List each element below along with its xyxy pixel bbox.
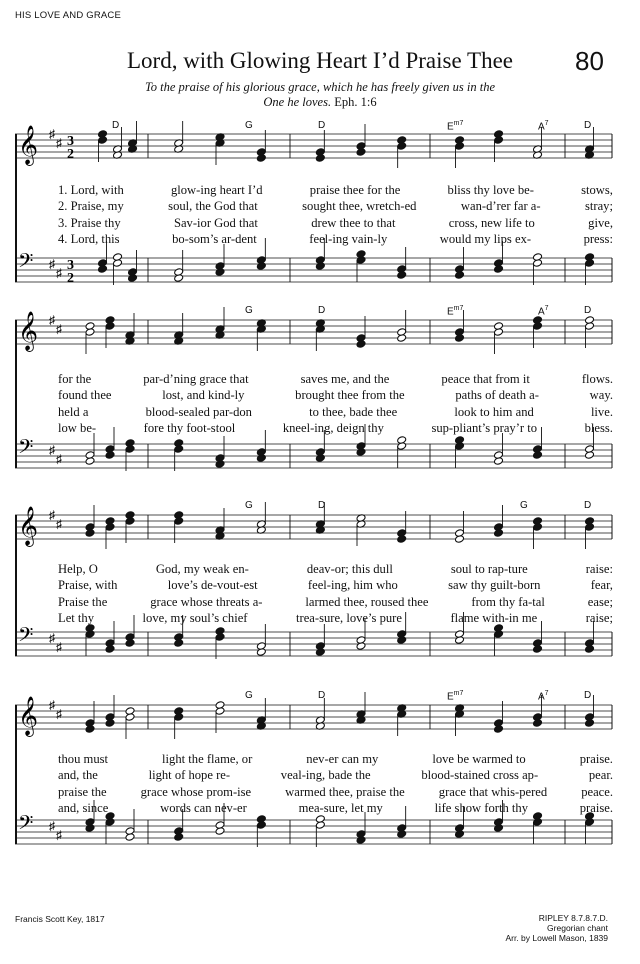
lyric-segment: low be- <box>58 420 97 435</box>
sharp-icon: ♯ <box>49 819 55 833</box>
lyric-segment: for the <box>58 372 92 386</box>
lyric-segment: pear. <box>588 768 613 783</box>
sharp-icon: ♯ <box>56 136 62 150</box>
lyric-segment: love be warmed to <box>432 752 526 766</box>
sharp-icon: ♯ <box>49 127 55 141</box>
note-head <box>397 436 407 468</box>
note-head <box>315 319 325 351</box>
bass-clef-icon: 𝄢 <box>18 623 34 651</box>
lyric-segment: 4. Lord, this <box>58 231 120 246</box>
chord-symbol: G <box>245 500 253 511</box>
lyric-segment: sought thee, wretch-ed <box>302 199 417 214</box>
verse-line <box>58 232 613 247</box>
lyric-segment: par-d’ning grace that <box>143 372 249 386</box>
verse-line <box>58 216 613 231</box>
tune-name: RIPLEY 8.7.8.7.D. <box>538 913 608 923</box>
lyric-segment: flame with-in me <box>450 610 538 625</box>
lyric-segment: way. <box>589 388 613 403</box>
note-head <box>494 624 504 656</box>
lyric-segment: raise: <box>585 562 613 576</box>
note-head <box>215 508 225 540</box>
lyric-segment: give, <box>588 215 613 230</box>
bass-clef-icon: 𝄢 <box>18 249 34 277</box>
system-brace <box>15 705 17 844</box>
lyric-segment: grace that whis-pered <box>438 784 548 799</box>
lyric-segment: praise. <box>579 800 613 815</box>
verse-line <box>58 372 613 387</box>
lyric-segment: fore thy foot-stool <box>143 420 236 435</box>
sharp-icon: ♯ <box>49 313 55 327</box>
sharp-icon: ♯ <box>56 828 62 842</box>
lyric-segment: cross, new life to <box>448 215 535 230</box>
chord-symbol: G <box>245 690 253 701</box>
note-head <box>315 815 325 847</box>
lyric-segment: larmed thee, roused thee <box>305 594 429 609</box>
verse-line <box>58 611 613 626</box>
lyric-segment: found thee <box>58 388 112 403</box>
lyric-segment: praise. <box>579 752 613 766</box>
lyric-segment: and, since <box>58 800 109 815</box>
note-head <box>455 436 465 468</box>
note-head <box>128 121 138 153</box>
note-head <box>315 698 325 730</box>
lyric-segment: nev-er can my <box>306 752 379 766</box>
note-head <box>215 133 225 165</box>
sharp-icon: ♯ <box>56 517 62 531</box>
section-heading: HIS LOVE AND GRACE <box>15 10 122 21</box>
chord-symbol: D <box>584 500 592 511</box>
note-head <box>215 244 225 276</box>
verse-line <box>58 199 613 214</box>
time-signature-top: 3 <box>67 258 74 273</box>
treble-clef-icon: 𝄞 <box>18 506 39 546</box>
bass-clef-icon: 𝄢 <box>18 811 34 839</box>
sharp-icon: ♯ <box>49 508 55 522</box>
chord-symbol: $A^7$ <box>538 120 549 133</box>
lyric-segment: thou must <box>58 752 109 766</box>
note-head <box>174 250 184 282</box>
lyric-segment: stows, <box>581 183 613 197</box>
lyric-segment: grace whose threats a- <box>150 594 263 609</box>
note-head <box>455 704 465 736</box>
lyric-segment: words can nev-er <box>160 800 247 815</box>
lyric-segment: 2. Praise, my <box>58 199 124 214</box>
sharp-icon: ♯ <box>56 640 62 654</box>
lyric-segment: would my lips ex- <box>439 231 532 246</box>
note-head <box>256 624 266 656</box>
note-head <box>215 627 225 659</box>
hymn-title: Lord, with Glowing Heart I’d Praise Thee <box>126 48 513 73</box>
lyric-segment: held a <box>58 404 89 419</box>
note-head <box>85 624 95 656</box>
author-credit: Francis Scott Key, 1817 <box>15 914 105 924</box>
chord-symbol: D <box>112 120 120 131</box>
lyric-segment: lost, and kind-ly <box>162 388 245 403</box>
lyric-segment: raise; <box>585 610 613 625</box>
chord-symbol: D <box>318 500 326 511</box>
lyric-segment: deav-or; this dull <box>306 562 393 576</box>
lyric-segment: flows. <box>581 372 613 386</box>
lyric-segment: stray; <box>585 199 613 214</box>
note-head <box>215 307 225 339</box>
lyric-segment: Praise, with <box>58 578 118 593</box>
bass-staff <box>0 250 640 290</box>
treble-staff <box>0 697 640 737</box>
note-head <box>174 313 184 345</box>
note-head <box>455 247 465 279</box>
lyric-segment: soul, the God that <box>168 199 258 214</box>
lyric-segment: saves me, and the <box>300 372 390 386</box>
chord-symbol: D <box>318 120 326 131</box>
sharp-icon: ♯ <box>49 698 55 712</box>
lyric-segment: ease; <box>587 594 613 609</box>
verse-line <box>58 801 613 816</box>
note-head <box>85 433 95 465</box>
tune-credits <box>505 913 608 943</box>
sharp-icon: ♯ <box>49 443 55 457</box>
sharp-icon: ♯ <box>49 257 55 271</box>
note-head <box>256 698 266 730</box>
note-head <box>256 319 266 351</box>
verse-line <box>58 752 613 767</box>
note-head <box>356 692 366 724</box>
lyric-segment: glow-ing heart I’d <box>170 183 263 197</box>
lyric-segment: trea-sure, love’s pure <box>296 610 402 625</box>
sharp-icon: ♯ <box>49 631 55 645</box>
note-head <box>585 127 595 159</box>
lyric-segment: kneel-ing, deign thy <box>282 420 384 435</box>
note-head <box>174 121 184 153</box>
chord-symbol: D <box>318 305 326 316</box>
lyric-segment: love, my soul’s chief <box>142 610 248 625</box>
chord-symbol: D <box>318 690 326 701</box>
lyric-segment: sup-pliant’s pray’r to <box>431 420 538 435</box>
lyric-segment: praise thee for the <box>309 183 401 197</box>
note-head <box>128 250 138 282</box>
lyric-segment: life show forth thy <box>434 800 528 815</box>
lyric-segment: praise the <box>58 784 107 799</box>
lyric-segment: Let thy <box>58 610 95 625</box>
treble-clef-icon: 𝄞 <box>18 696 39 736</box>
note-head <box>397 247 407 279</box>
epigraph-line-2: One he loves. Eph. 1:6 <box>263 95 377 109</box>
lyric-segment: press: <box>583 231 613 246</box>
lyric-segment: love’s de-vout-est <box>167 578 258 593</box>
lyric-segment: fear, <box>590 578 613 593</box>
lyric-segment: drew thee to that <box>311 215 396 230</box>
note-head <box>256 502 266 534</box>
lyric-segment: veal-ing, bade the <box>280 768 371 783</box>
sharp-icon: ♯ <box>56 266 62 280</box>
time-signature-bottom: 2 <box>67 271 74 286</box>
note-head <box>105 812 115 844</box>
bass-staff <box>0 624 640 664</box>
verse-line <box>58 405 613 420</box>
epigraph-line-1: To the praise of his glorious grace, which he has freely given us in the <box>144 80 496 94</box>
lyric-segment: Praise the <box>58 594 108 609</box>
verse-line <box>58 785 613 800</box>
chord-symbol: $A^7$ <box>538 690 549 703</box>
lyric-segment: soul to rap-ture <box>450 562 528 576</box>
sharp-icon: ♯ <box>56 322 62 336</box>
epigraph <box>0 80 640 110</box>
system-brace <box>15 320 17 468</box>
verse-line <box>58 388 613 403</box>
chord-symbol: $E^{m7}$ <box>447 690 464 703</box>
verse-line <box>58 768 613 783</box>
chord-symbol: D <box>584 120 592 131</box>
lyric-segment: light of hope re- <box>148 768 231 783</box>
note-head <box>215 436 225 468</box>
tune-source: Gregorian chant <box>547 923 608 933</box>
lyric-segment: blood-sealed par-don <box>145 404 252 419</box>
hymn-number: 80 <box>575 46 604 76</box>
treble-staff <box>0 312 640 352</box>
verse-line <box>58 595 613 610</box>
lyric-segment: from thy fa-tal <box>471 594 545 609</box>
lyric-segment: light the flame, or <box>162 752 253 766</box>
system-brace <box>15 515 17 656</box>
note-head <box>256 815 266 847</box>
system-brace <box>15 134 17 282</box>
lyric-segment: and, the <box>58 768 98 783</box>
lyric-segment: warmed thee, praise the <box>285 784 405 799</box>
lyric-segment: feel-ing, him who <box>307 578 398 593</box>
note-head <box>315 624 325 656</box>
sharp-icon: ♯ <box>56 707 62 721</box>
chord-symbol: G <box>520 500 528 511</box>
chord-symbol: D <box>584 305 592 316</box>
note-head <box>356 514 366 546</box>
note-head <box>125 313 135 345</box>
lyric-segment: God, my weak en- <box>155 562 249 576</box>
lyric-segment: look to him and <box>454 404 534 419</box>
treble-clef-icon: 𝄞 <box>18 125 39 165</box>
note-head <box>113 253 123 285</box>
lyric-segment: 1. Lord, with <box>58 183 124 197</box>
note-head <box>356 812 366 844</box>
lyric-segment: Help, O <box>58 562 98 576</box>
chord-symbol: $A^7$ <box>538 305 549 318</box>
lyric-segment: mea-sure, let my <box>298 800 383 815</box>
treble-staff <box>0 507 640 547</box>
lyric-segment: 3. Praise thy <box>58 215 121 230</box>
lyric-segment: peace that from it <box>441 372 530 386</box>
note-head <box>356 250 366 282</box>
lyric-segment: to thee, bade thee <box>309 404 398 419</box>
lyric-segment: saw thy guilt-born <box>448 578 541 593</box>
note-head <box>113 127 123 159</box>
chord-symbol: $E^{m7}$ <box>447 305 464 318</box>
lyric-segment: brought thee from the <box>295 388 405 403</box>
verse-line <box>58 183 613 198</box>
lyric-segment: blood-stained cross ap- <box>421 768 539 783</box>
lyric-segment: grace whose prom-ise <box>140 784 252 799</box>
chord-symbol: $E^{m7}$ <box>447 120 464 133</box>
lyric-segment: feel-ing vain-ly <box>309 231 388 246</box>
bass-staff <box>0 436 640 476</box>
scripture-reference: Eph. 1:6 <box>334 95 377 109</box>
lyric-segment: bliss thy love be- <box>447 183 534 197</box>
time-signature-top: 3 <box>67 134 74 149</box>
note-head <box>174 439 184 471</box>
note-head <box>494 433 504 465</box>
verse-line <box>58 421 613 436</box>
lyric-segment: peace. <box>581 784 613 799</box>
time-signature-bottom: 2 <box>67 147 74 162</box>
note-head <box>397 704 407 736</box>
lyric-segment: paths of death a- <box>455 388 539 403</box>
sharp-icon: ♯ <box>56 452 62 466</box>
bass-clef-icon: 𝄢 <box>18 435 34 463</box>
note-head <box>125 439 135 471</box>
chord-symbol: D <box>584 690 592 701</box>
arranger-credit: Arr. by Lowell Mason, 1839 <box>505 933 608 943</box>
note-head <box>585 253 595 285</box>
lyric-segment: live. <box>590 404 613 419</box>
chord-symbol: G <box>245 120 253 131</box>
note-head <box>533 812 543 844</box>
verse-line <box>58 578 613 593</box>
lyric-segment: Sav-ior God that <box>173 215 258 230</box>
note-head <box>585 812 595 844</box>
lyric-segment: bless. <box>584 420 613 435</box>
chord-symbol: G <box>245 305 253 316</box>
note-head <box>533 253 543 285</box>
bass-staff <box>0 812 640 852</box>
treble-clef-icon: 𝄞 <box>18 311 39 351</box>
lyric-segment: wan-d’rer far a- <box>460 199 541 214</box>
lyric-segment: bo-som’s ar-dent <box>172 231 257 246</box>
verse-line <box>58 562 613 577</box>
